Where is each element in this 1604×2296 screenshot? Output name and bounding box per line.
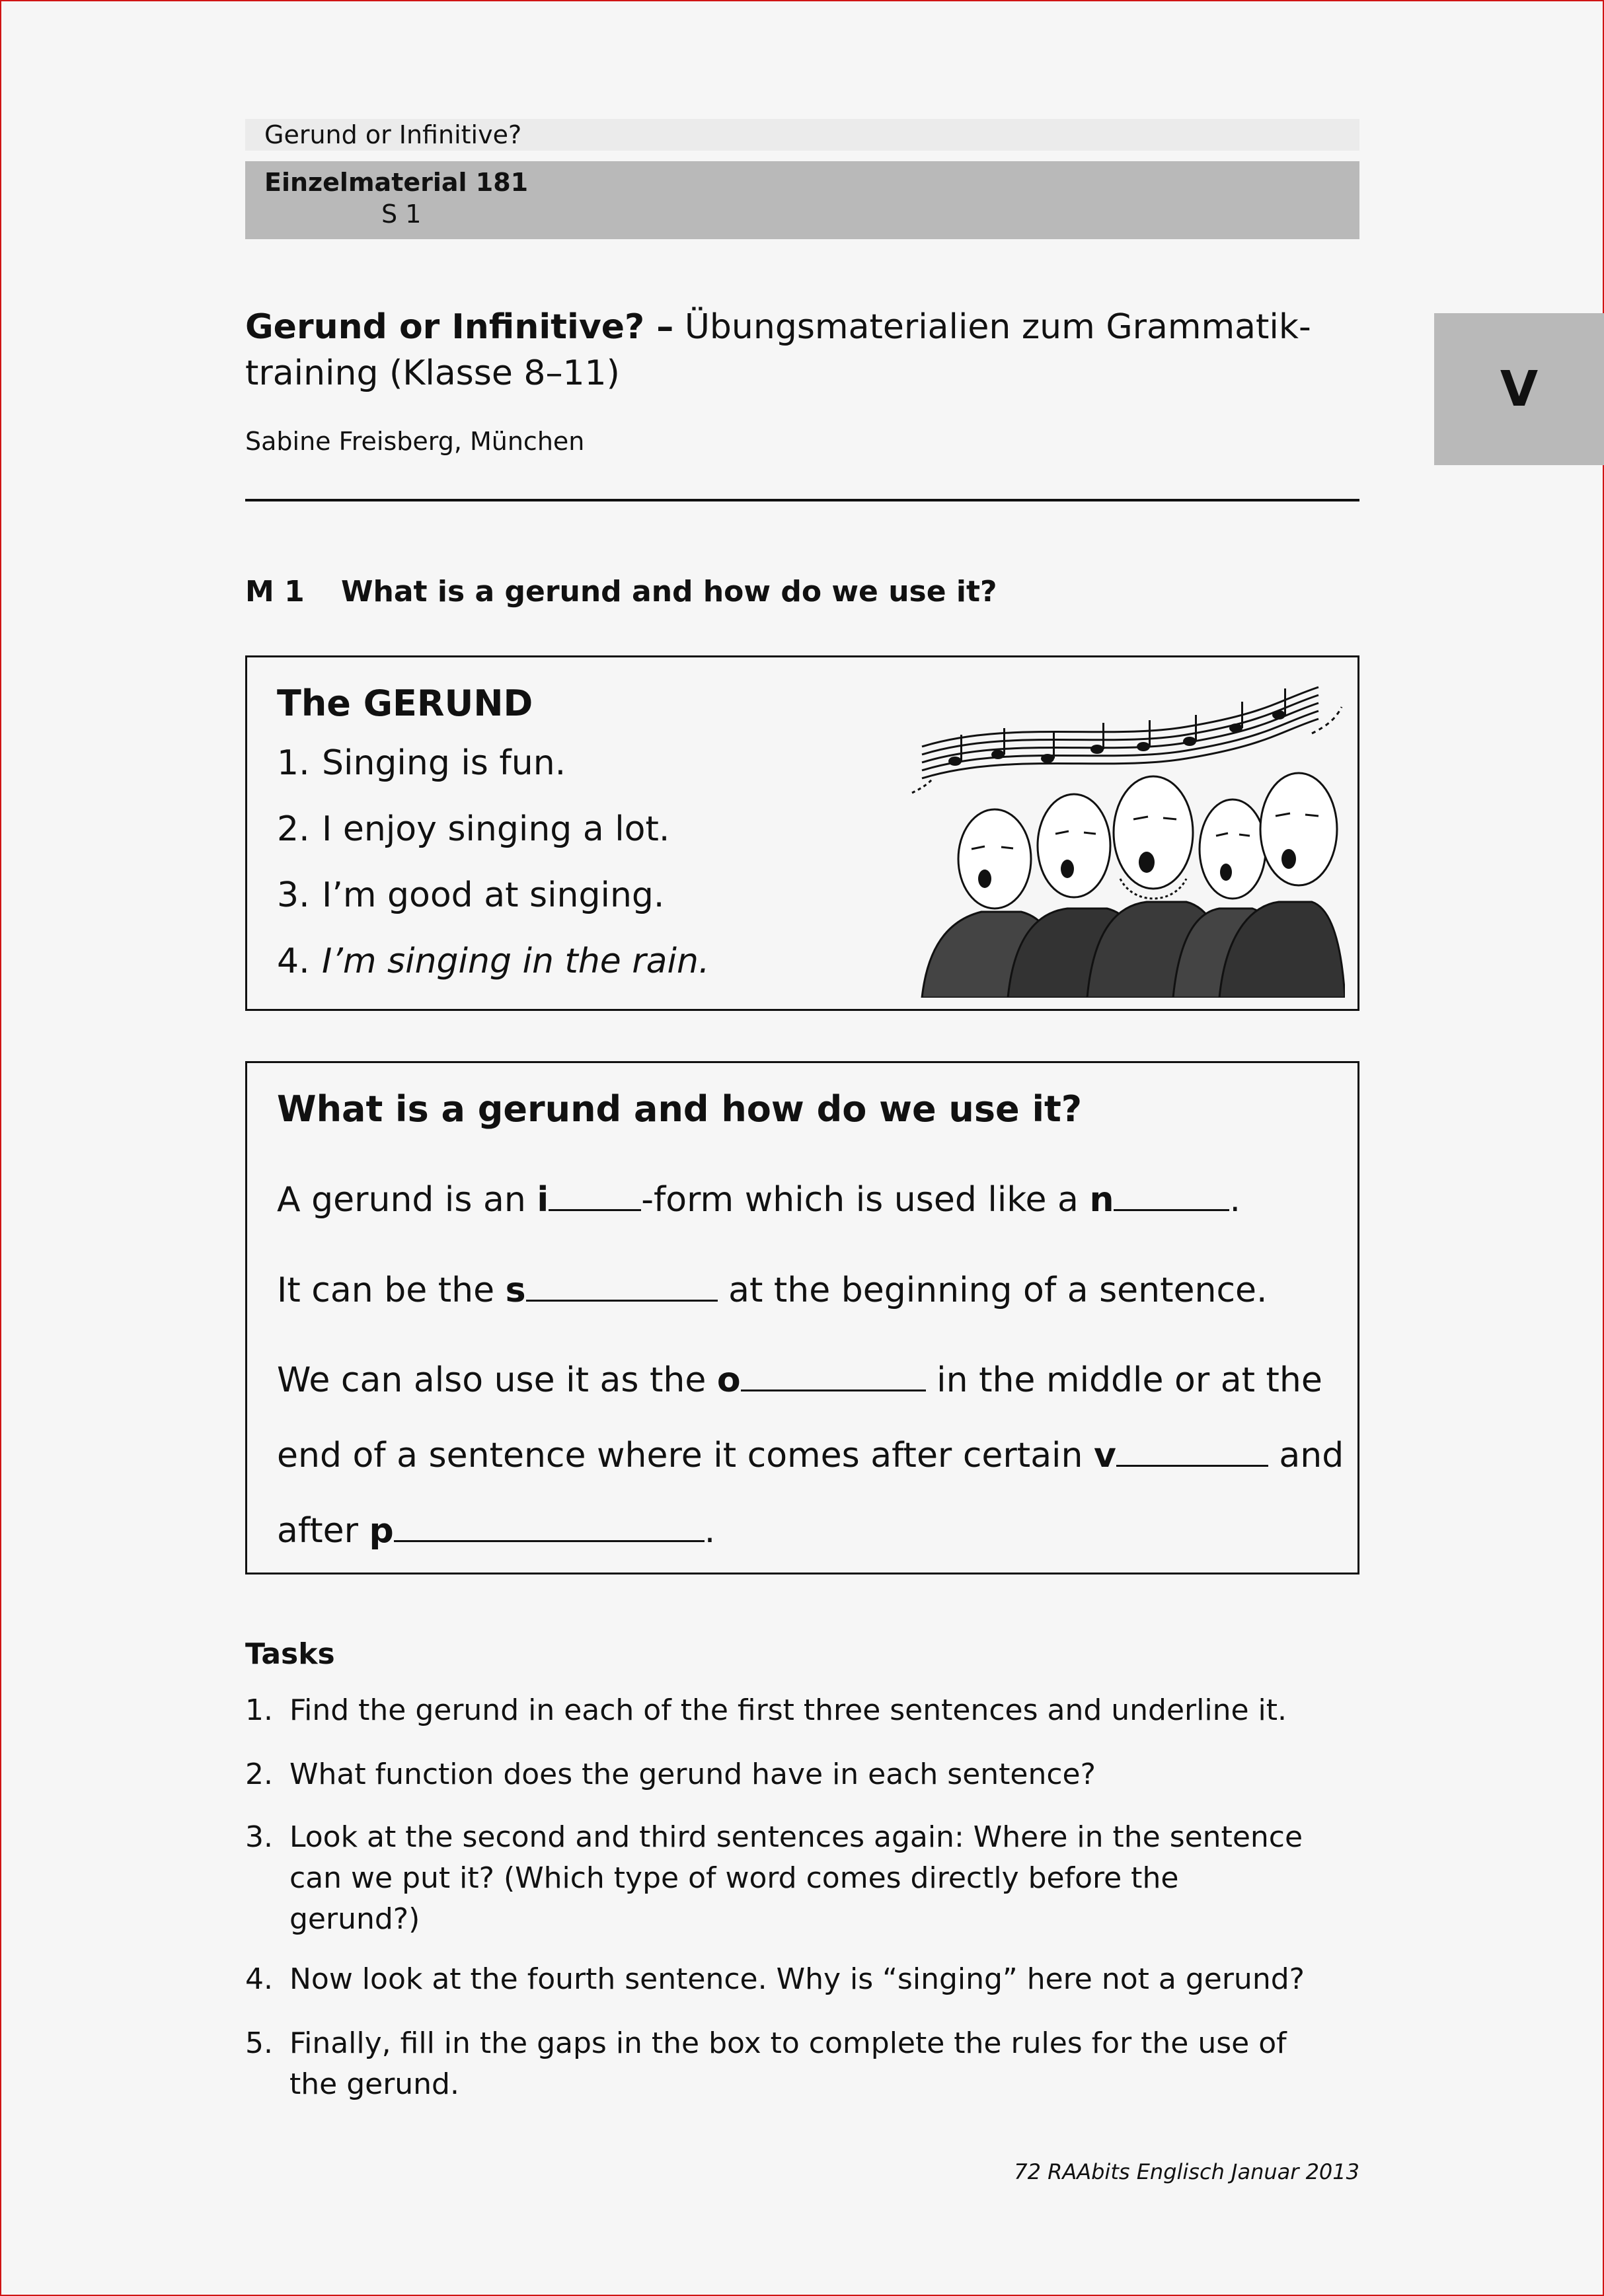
rules-box (245, 1061, 1359, 1574)
material-header (245, 161, 1359, 239)
task-2: 2. What function does the gerund have in each sentence? (245, 1758, 1096, 1791)
page-ref: S 1 (381, 200, 422, 229)
section-heading (245, 575, 997, 609)
gap-o[interactable] (741, 1359, 926, 1391)
running-header (245, 119, 1359, 151)
sentence-1: 1. Singing is fun. (277, 743, 566, 783)
gerund-box-title: The GERUND (277, 683, 533, 724)
task-1: 1. Find the gerund in each of the first three sentences and underline it. (245, 1693, 1287, 1727)
rule-line-5: after p . (277, 1511, 716, 1551)
footer: 72 RAAbits Englisch Januar 2013 (1014, 2159, 1359, 2184)
choir-singers-illustration (909, 681, 1345, 998)
section-tab (1434, 313, 1604, 465)
gap-s[interactable] (526, 1269, 718, 1302)
gap-p[interactable] (394, 1510, 705, 1542)
gap-n[interactable] (1114, 1179, 1229, 1211)
title-bold: Gerund or Infinitive? – (245, 307, 674, 347)
title-rest: Übungsmaterialien zum Grammatik- (673, 307, 1311, 347)
rule-line-4: end of a sentence where it comes after certain v and (277, 1436, 1344, 1475)
task-4: 4. Now look at the fourth sentence. Why is “singing” here not a gerund? (245, 1962, 1305, 1996)
running-title: Gerund or Infinitive? (264, 120, 522, 149)
section-title: What is a gerund and how do we use it? (341, 575, 997, 609)
gap-i[interactable] (549, 1179, 641, 1211)
task-3: 3. Look at the second and third sentences again: Where in the sentence can we put it? (Which type of word comes directly before the gerund?) (245, 1820, 1303, 1936)
gap-v[interactable] (1116, 1434, 1268, 1467)
sentence-4: 4. I’m singing in the rain. (277, 942, 710, 981)
sentence-3: 3. I’m good at singing. (277, 875, 665, 915)
task-5: 5. Finally, fill in the gaps in the box to complete the rules for the use of the gerund. (245, 2026, 1287, 2101)
document-title (245, 304, 1369, 396)
material-label: Einzelmaterial 181 (264, 168, 529, 197)
rules-box-title: What is a gerund and how do we use it? (277, 1088, 1083, 1130)
rule-line-2: It can be the s at the beginning of a sentence. (277, 1271, 1268, 1310)
rule-line-3: We can also use it as the o in the middle or at the (277, 1360, 1322, 1400)
author: Sabine Freisberg, München (245, 427, 585, 456)
title-line2: training (Klasse 8–11) (245, 353, 620, 393)
section-tab-label: V (1500, 361, 1539, 418)
section-number: M 1 (245, 575, 305, 609)
sentence-2: 2. I enjoy singing a lot. (277, 809, 670, 849)
tasks-heading: Tasks (245, 1637, 335, 1671)
divider (245, 499, 1359, 501)
rule-line-1: A gerund is an i -form which is used like a n . (277, 1180, 1241, 1220)
